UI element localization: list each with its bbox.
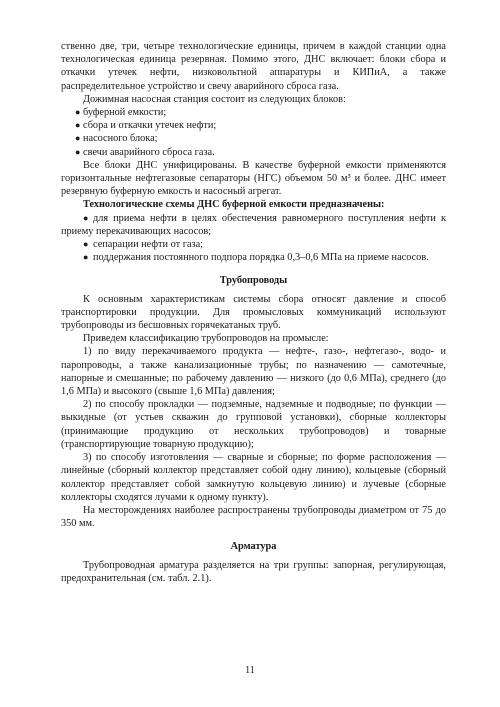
bullet-icon: ● [75,120,81,131]
bullet-icon: ● [75,146,81,157]
page-number: 11 [245,665,255,676]
bullet-icon: ● [83,212,89,223]
paragraph-unified-blocks: Все блоки ДНС унифицированы. В качестве буферной емкости применяются горизонтальные нефтегазовые сепараторы (НГС) объемом 50 м³ и более. ДНС имеет резервную буферную емкость и насосный агрегат. [61,159,446,198]
list-item: ● поддержания постоянного подпора порядка 0,3–0,6 МПа на приеме насосов. [83,252,429,264]
page-body [61,40,446,585]
list-item: ● сбора и откачки утечек нефти; [75,120,217,132]
paragraph-continuation: ственно две, три, четыре технологические единицы, причем в каждой станции одна технологическая единица резервная. Помимо этого, ДНС включает: блоки сбора и откачки утечек нефти, низковольтной аппаратуры и КИПиА, а также распределительное устройство и свечу аварийного сброса газа. [61,41,446,92]
bold-subheading: Технологические схемы ДНС буферной емкости предназначены: [83,199,385,211]
section-title-pipelines: Трубопроводы [219,275,288,287]
list-item: ● насосного блока; [75,133,158,145]
classification-item: 1) по виду перекачиваемого продукта — нефте-, газо-, нефтегазо-, водо- и паропроводы, а также канализационные трубы; по назначению — самотечные, напорные и смешанные; по рабочему давлению — низкого (до 0,6 МПа), среднего (до 1,6 МПа) и высокого (свыше 1,6 МПа) давления; [61,346,446,398]
bullet-icon: ● [75,107,81,118]
list-item: ● для приема нефти в целях обеспечения равномерного поступления нефти к приему перекачивающих насосов; [61,212,446,237]
list-item: ● буферной емкости; [75,107,167,119]
bullet-icon: ● [75,133,81,144]
list-item: ● свечи аварийного сброса газа. [75,146,215,158]
list-item: ● сепарации нефти от газа; [83,239,204,251]
purpose-list [61,212,446,265]
bullet-icon: ● [83,252,89,263]
classification-item: 2) по способу прокладки — подземные, надземные и подводные; по функции — выкидные (от устьев скважин до групповой установки), сборные коллекторы (принимающие продукцию от нескольких трубопроводов) и товарные (транспортирующие товарную продукцию); [61,399,446,450]
section-title-fittings: Арматура [230,541,277,553]
blocks-list [61,106,446,159]
paragraph-classification-intro: Приведем классификацию трубопроводов на промысле: [83,333,329,345]
bullet-icon: ● [83,239,89,250]
paragraph-blocks-intro: Дожимная насосная станция состоит из следующих блоков: [83,93,346,105]
paragraph-characteristics: К основным характеристикам системы сбора относят давление и способ транспортировки продукции. Для промысловых коммуникаций используют трубопроводы из бесшовных горячекатаных труб. [61,293,446,332]
classification-item: 3) по способу изготовления — сварные и сборные; по форме расположения — линейные (сборный коллектор представляет собой одну линию), кольцевые (сборный коллектор представляет собой замкнутую кольцевую линию) и лучевые (сборные коллекторы сходятся лучами к одному пункту). [61,452,446,503]
paragraph-diameter: На месторождениях наиболее распространены трубопроводы диаметром от 75 до 350 мм. [61,504,446,530]
paragraph-fittings: Трубопроводная арматура разделяется на три группы: запорная, регулирующая, предохранительная (см. табл. 2.1). [61,559,446,584]
